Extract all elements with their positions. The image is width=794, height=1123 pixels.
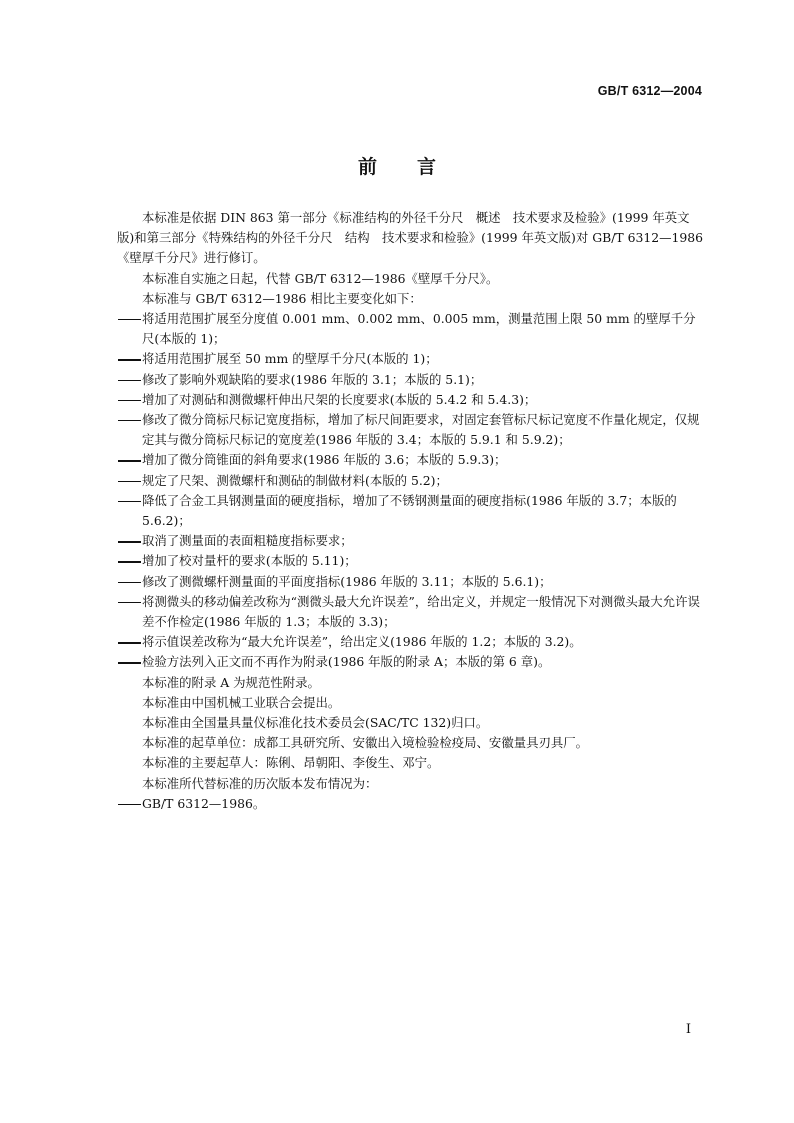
paragraph-annex: 本标准的附录 A 为规范性附录。 (142, 674, 320, 690)
list-item (117, 309, 704, 349)
list-item-text: 将测微头的移动偏差改称为“测微头最大允许误差”，给出定义，并规定一般情况下对测微头最大允许误差不作检定(1986 年版的 1.3；本版的 3.3)； (142, 593, 700, 630)
list-item (117, 390, 704, 410)
list-item-text: 取消了测量面的表面粗糙度指标要求； (142, 533, 353, 549)
list-item-text: 修改了微分筒标尺标记宽度指标，增加了标尺间距要求，对固定套管标尺标记宽度不作量化规定，仅规定其与微分筒标尺标记的宽度差(1986 年版的 3.4；本版的 5.9.1 和 5.9.2)； (142, 412, 700, 448)
list-item-text: 修改了影响外观缺陷的要求(1986 年版的 3.1；本版的 5.1)； (142, 371, 483, 387)
list-item-text: 检验方法列入正文而不再作为附录(1986 年版的附录 A；本版的第 6 章)。 (142, 654, 551, 670)
list-item (117, 531, 704, 551)
list-item-text: 将适用范围扩展至 50 mm 的壁厚千分尺(本版的 1)； (142, 351, 438, 367)
list-item (117, 592, 704, 632)
list-item-text: 增加了对测砧和测微螺杆伸出尺架的长度要求(本版的 5.4.2 和 5.4.3)； (142, 391, 537, 407)
list-item (117, 491, 704, 531)
list-item (117, 370, 704, 390)
paragraph-administered-by: 本标准由全国量具量仪标准化技术委员会(SAC/TC 132)归口。 (142, 715, 489, 731)
paragraph-proposed-by: 本标准由中国机械工业联合会提出。 (142, 694, 341, 710)
list-item (117, 471, 704, 491)
paragraph-history-intro: 本标准所代替标准的历次版本发布情况为： (142, 775, 378, 791)
history-item-text: GB/T 6312—1986。 (142, 795, 266, 811)
list-item-text: 增加了校对量杆的要求(本版的 5.11)； (142, 553, 357, 569)
list-item-text: 将适用范围扩展至分度值 0.001 mm、0.002 mm、0.005 mm，测量范围上限 50 mm 的壁厚千分尺(本版的 1)； (142, 311, 696, 347)
paragraph-replaces: 本标准自实施之日起，代替 GB/T 6312—1986《壁厚千分尺》。 (142, 270, 499, 286)
list-item-text: 修改了测微螺杆测量面的平面度指标(1986 年版的 3.11；本版的 5.6.1)； (142, 573, 552, 589)
list-item (117, 652, 704, 672)
paragraph-basis: 本标准是依据 DIN 863 第一部分《标准结构的外径千分尺 概述 技术要求及检验》(1999 年英文版)和第三部分《特殊结构的外径千分尺 结构 技术要求和检验》(1999 年英文版)对 GB/T 6312—1986《壁厚千分尺》进行修订。 (117, 210, 704, 266)
standard-code: GB/T 6312—2004 (597, 84, 702, 98)
list-item-text: 降低了合金工具钢测量面的硬度指标，增加了不锈钢测量面的硬度指标(1986 年版的 3.7；本版的 5.6.2)； (142, 492, 677, 529)
foreword-body (117, 208, 704, 814)
page-number: I (685, 1022, 691, 1037)
list-item (117, 410, 704, 450)
list-item (117, 450, 704, 470)
list-item (117, 572, 704, 592)
paragraph-drafting-units: 本标准的起草单位：成都工具研究所、安徽出入境检验检疫局、安徽量具刃具厂。 (142, 735, 589, 751)
paragraph-changes-intro: 本标准与 GB/T 6312—1986 相比主要变化如下： (142, 290, 422, 306)
list-item (117, 349, 704, 369)
page-title: 前言 (357, 156, 476, 178)
list-item-text: 将示值误差改称为“最大允许误差”，给出定义(1986 年版的 1.2；本版的 3.2)。 (142, 634, 582, 650)
list-item-text: 规定了尺架、测微螺杆和测砧的制做材料(本版的 5.2)； (142, 472, 448, 488)
list-item-text: 增加了微分筒锥面的斜角要求(1986 年版的 3.6；本版的 5.9.3)； (142, 452, 507, 468)
history-item (117, 794, 704, 814)
list-item (117, 551, 704, 571)
paragraph-drafters: 本标准的主要起草人：陈俐、昂朝阳、李俊生、邓宁。 (142, 755, 440, 771)
list-item (117, 632, 704, 652)
changes-list (117, 309, 704, 673)
